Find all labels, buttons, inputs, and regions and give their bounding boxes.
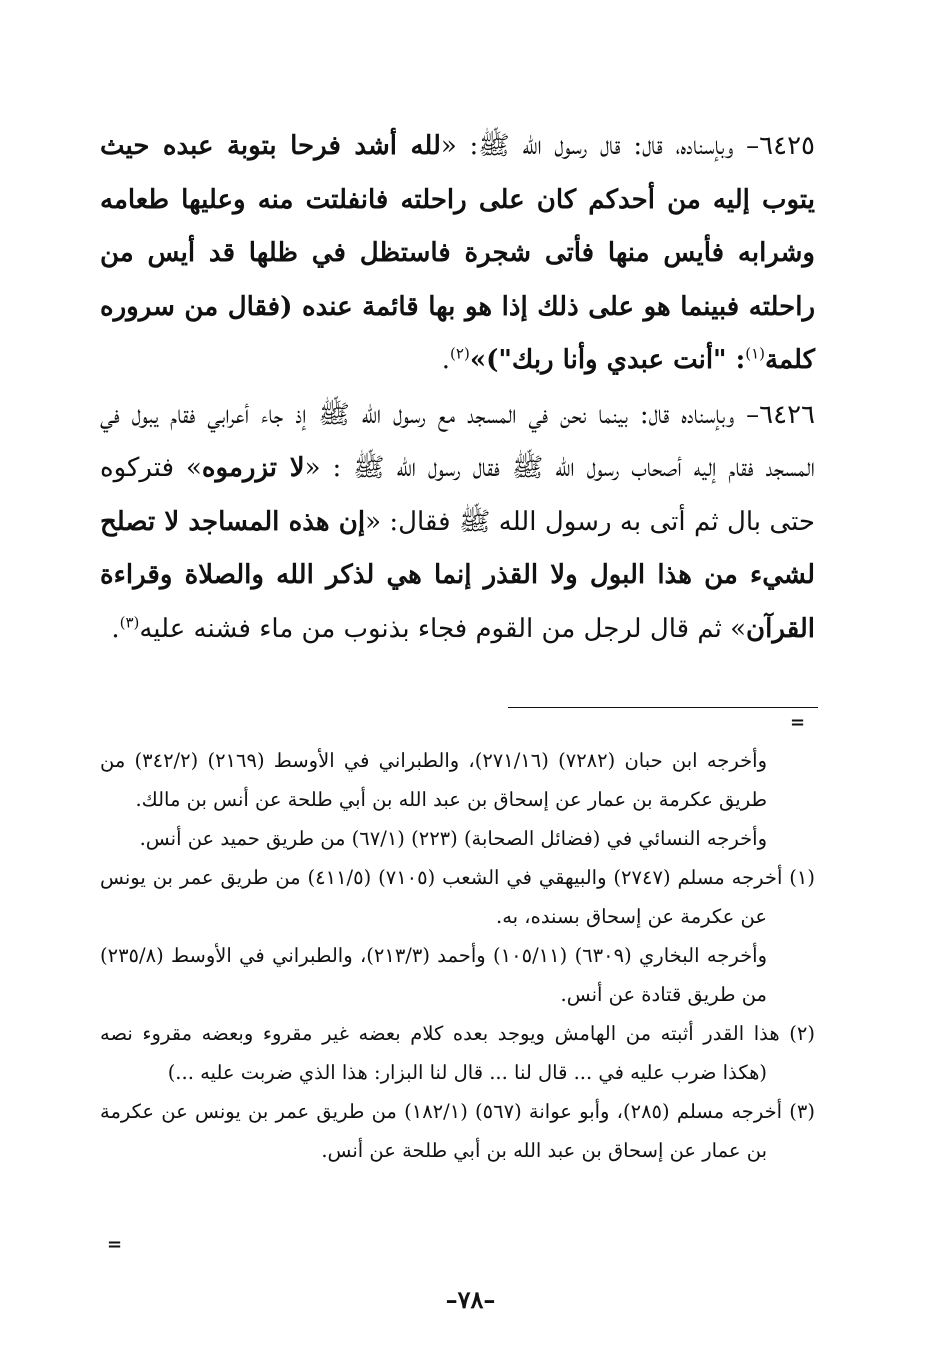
hadith-6425 (100, 120, 815, 388)
hadith-number: ٦٤٢٥– (746, 131, 816, 161)
footnote-2: (٢) هذا القدر أثبته من الهامش ويوجد بعده كلام بعضه غير مقروء وبعضه مقروء نصه (هكذا ضرب عليه في ... قال لنا ... قال لنا البزار: هذا الذي ضربت عليه ...) (100, 1022, 815, 1084)
hadith-end: . (111, 613, 120, 644)
footnote-ref-2[interactable]: (٢) (450, 344, 470, 363)
footnote-separator (508, 707, 818, 708)
footnote-1-continuation: وأخرجه البخاري (٦٣٠٩) (١٠٥/١١) وأحمد (٢١٣/٣)، والطبراني في الأوسط (٢٣٥/٨) من طريق قتادة عن أنس. (100, 944, 767, 1006)
hadith-matn: لا تزرموه (201, 453, 305, 483)
main-text (100, 120, 815, 656)
hadith-end: . (441, 345, 451, 375)
footnote-ref-3[interactable]: (٣) (119, 612, 140, 631)
footnote-continuation: وأخرجه النسائي في (فضائل الصحابة) (٢٢٣) (٦٧/١) من طريق حميد عن أنس. (139, 827, 767, 850)
hadith-intro: وبإسناده، قال: قال رسول الله ﷺ: « (440, 131, 734, 161)
footnote-ref-1[interactable]: (١) (745, 344, 766, 363)
hadith-text: » فتركوه حتى بال ثم أتى به رسول الله ﷺ فقال: « (100, 453, 815, 537)
continuation-mark-top: = (790, 712, 806, 733)
hadith-6426 (100, 389, 815, 657)
hadith-matn: إن هذه المساجد لا تصلح لشيء من هذا البول ولا القذر إنما هي لذكر الله والصلاة وقراءة القرآن (100, 506, 815, 644)
hadith-matn: لله أشد فرحا بتوبة عبده حيث يتوب إليه من أحدكم كان على راحلته فانفلتت منه وعليها طعامه وشرابه فأيس منها فأتى شجرة فاستظل في ظلها قد أيس من راحلته فبينما هو على ذلك إذا هو بها قائمة عنده (فقال من سروره كلمة (100, 131, 815, 375)
hadith-text: » ثم قال لرجل من القوم فجاء بذنوب من ماء فشنه عليه (139, 613, 747, 644)
footnote-3: (٣) أخرجه مسلم (٢٨٥)، وأبو عوانة (٥٦٧) (١٨٢/١) من طريق عمر بن يونس عن عكرمة بن عمار عن إسحاق بن عبد الله بن أبي طلحة عن أنس. (100, 1100, 816, 1162)
footnote-1: (١) أخرجه مسلم (٢٧٤٧) والبيهقي في الشعب (٧١٠٥) (٤١١/٥) من طريق عمر بن يونس عن عكرمة عن إسحاق بسنده، به. (100, 866, 815, 928)
continuation-mark-bottom: = (107, 1234, 123, 1255)
footnote-continuation: وأخرجه ابن حبان (٧٢٨٢) (٢٧١/١٦)، والطبراني في الأوسط (٢١٦٩) (٣٤٢/٢) من طريق عكرمة بن عمار عن إسحاق بن عبد الله بن أبي طلحة عن أنس بن مالك. (100, 749, 767, 811)
footnotes (100, 741, 815, 1170)
hadith-matn-end: : "أنت عبدي وأنا ربك")» (469, 345, 746, 375)
hadith-number: ٦٤٢٦– (746, 399, 816, 430)
hadith-text: وبإسناده قال: بينما نحن في المسجد مع رسول الله ﷺ إذ جاء أعرابي فقام يبول في المسجد فقام إليه أصحاب رسول الله ﷺ فقال رسول الله ﷺ : « (100, 399, 815, 483)
page-number: –٧٨– (445, 1285, 496, 1314)
